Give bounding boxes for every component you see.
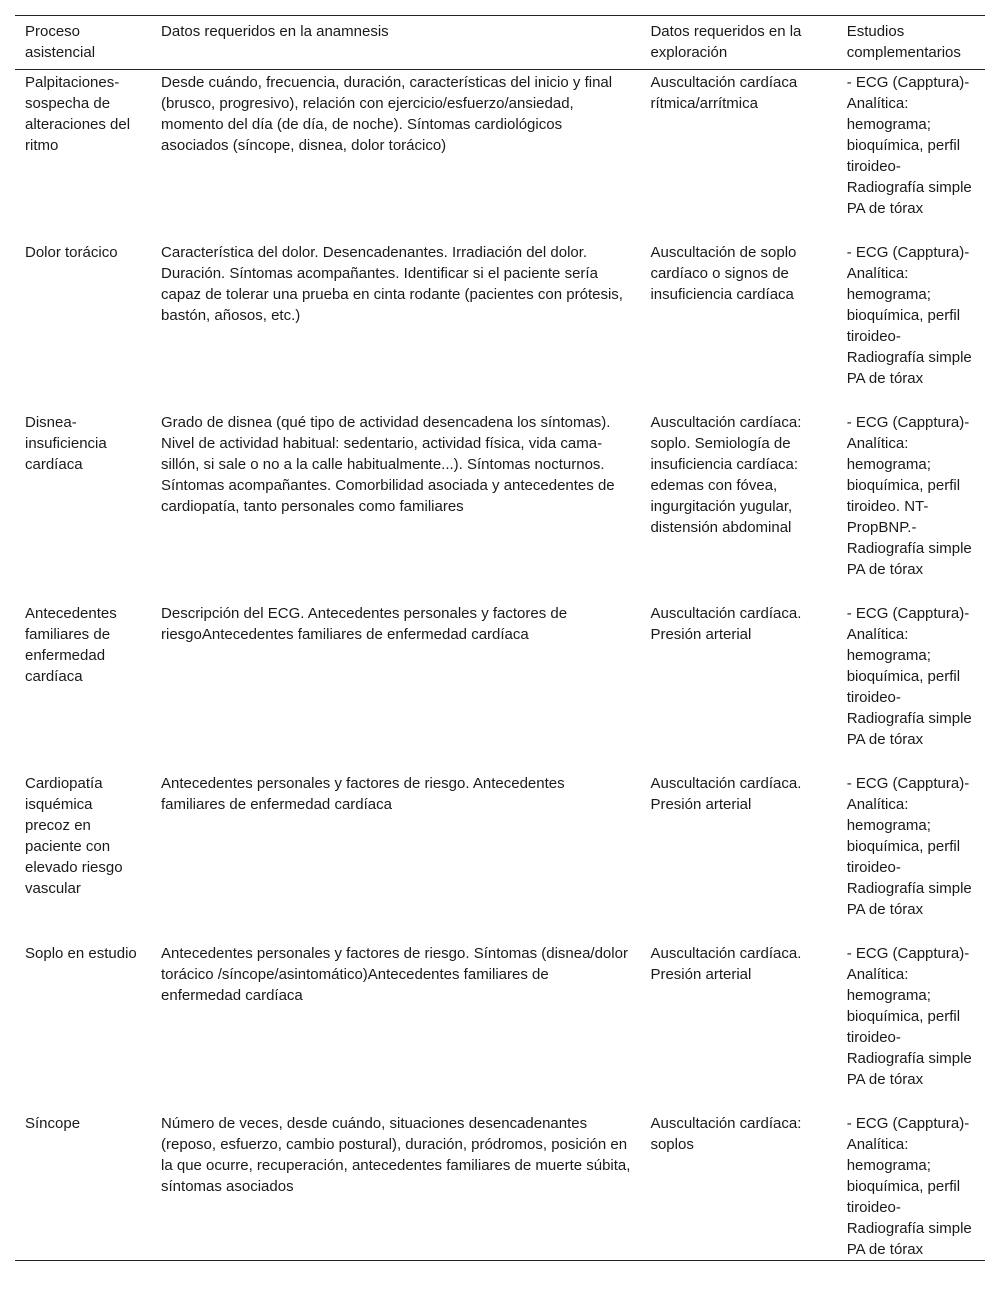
table-row bbox=[15, 1111, 985, 1261]
row-spacer bbox=[15, 750, 985, 771]
cell-estudios: - ECG (Capptura)-Analítica: hemograma; bioquímica, perfil tiroideo-Radiografía simple PA de tórax bbox=[846, 945, 972, 1088]
clinical-process-table bbox=[15, 15, 985, 1261]
header-anamnesis: Datos requeridos en la anamnesis bbox=[161, 23, 389, 40]
cell-anamnesis: Grado de disnea (qué tipo de actividad desencadena los síntomas). Nivel de actividad habitual: sedentario, actividad física, vida cama-sillón, si sale o no a la calle habitualmente...). Síntomas nocturnos. Síntomas acompañantes. Comorbilidad asociada y antecedentes de cardiopatía, tanto personales como familiares bbox=[161, 414, 615, 515]
cell-proceso: Soplo en estudio bbox=[25, 945, 137, 962]
row-spacer bbox=[15, 219, 985, 240]
table-row bbox=[15, 941, 985, 1090]
cell-exploracion: Auscultación de soplo cardíaco o signos de insuficiencia cardíaca bbox=[650, 244, 797, 303]
cell-exploracion: Auscultación cardíaca. Presión arterial bbox=[650, 945, 802, 983]
table-header bbox=[15, 16, 985, 70]
table-row bbox=[15, 410, 985, 580]
row-spacer bbox=[15, 389, 985, 410]
row-spacer bbox=[15, 1090, 985, 1111]
cell-exploracion: Auscultación cardíaca. Presión arterial bbox=[650, 775, 802, 813]
table-row bbox=[15, 771, 985, 920]
cell-exploracion: Auscultación cardíaca: soplo. Semiología de insuficiencia cardíaca: edemas con fóvea, ingurgitación yugular, distensión abdominal bbox=[650, 414, 802, 536]
cell-anamnesis: Antecedentes personales y factores de riesgo. Síntomas (disnea/dolor torácico /síncope/asintomático)Antecedentes familiares de enfermedad cardíaca bbox=[161, 945, 628, 1004]
cell-proceso: Síncope bbox=[25, 1115, 81, 1132]
cell-estudios: - ECG (Capptura)-Analítica: hemograma; bioquímica, perfil tiroideo-Radiografía simple PA de tórax bbox=[846, 605, 972, 748]
cell-proceso: Disnea-insuficiencia cardíaca bbox=[25, 414, 107, 473]
table-row bbox=[15, 240, 985, 389]
table-body bbox=[15, 70, 985, 1261]
cell-estudios: - ECG (Capptura)-Analítica: hemograma; bioquímica, perfil tiroideo-Radiografía simple PA de tórax bbox=[846, 74, 972, 217]
cell-anamnesis: Antecedentes personales y factores de riesgo. Antecedentes familiares de enfermedad cardíaca bbox=[161, 775, 565, 813]
cell-anamnesis: Característica del dolor. Desencadenantes. Irradiación del dolor. Duración. Síntomas acompañantes. Identificar si el paciente sería capaz de tolerar una prueba en cinta rodante (pacientes con prótesis, bastón, añosos, etc.) bbox=[161, 244, 623, 324]
cell-anamnesis: Descripción del ECG. Antecedentes personales y factores de riesgoAntecedentes familiares de enfermedad cardíaca bbox=[161, 605, 568, 643]
row-spacer bbox=[15, 920, 985, 941]
cell-exploracion: Auscultación cardíaca: soplos bbox=[650, 1115, 802, 1153]
cell-proceso: Palpitaciones-sospecha de alteraciones del ritmo bbox=[25, 74, 131, 154]
clinical-table-container bbox=[15, 15, 985, 1261]
table-row bbox=[15, 70, 985, 220]
cell-estudios: - ECG (Capptura)-Analítica: hemograma; bioquímica, perfil tiroideo. NT-PropBNP.-Radiografía simple PA de tórax bbox=[846, 414, 972, 578]
cell-anamnesis: Número de veces, desde cuándo, situaciones desencadenantes (reposo, esfuerzo, cambio postural), duración, pródromos, posición en la que ocurre, recuperación, antecedentes familiares de muerte súbita, síntomas asociados bbox=[161, 1115, 631, 1195]
table-row bbox=[15, 601, 985, 750]
header-row bbox=[15, 16, 985, 70]
cell-estudios: - ECG (Capptura)-Analítica: hemograma; bioquímica, perfil tiroideo-Radiografía simple PA de tórax bbox=[846, 1115, 972, 1258]
cell-exploracion: Auscultación cardíaca. Presión arterial bbox=[650, 605, 802, 643]
cell-anamnesis: Desde cuándo, frecuencia, duración, características del inicio y final (brusco, progresivo), relación con ejercicio/esfuerzo/ansiedad, momento del día (de día, de noche). Síntomas cardiológicos asociados (síncope, disnea, dolor torácico) bbox=[161, 74, 613, 154]
header-estudios: Estudios complementarios bbox=[846, 23, 961, 61]
header-exploracion: Datos requeridos en la exploración bbox=[650, 23, 802, 61]
cell-estudios: - ECG (Capptura)-Analítica: hemograma; bioquímica, perfil tiroideo-Radiografía simple PA de tórax bbox=[846, 775, 972, 918]
cell-proceso: Dolor torácico bbox=[25, 244, 118, 261]
row-spacer bbox=[15, 580, 985, 601]
cell-estudios: - ECG (Capptura)-Analítica: hemograma; bioquímica, perfil tiroideo-Radiografía simple PA de tórax bbox=[846, 244, 972, 387]
cell-exploracion: Auscultación cardíaca rítmica/arrítmica bbox=[650, 74, 798, 112]
header-proceso: Proceso asistencial bbox=[25, 23, 96, 61]
cell-proceso: Cardiopatía isquémica precoz en paciente con elevado riesgo vascular bbox=[25, 775, 123, 897]
cell-proceso: Antecedentes familiares de enfermedad cardíaca bbox=[25, 605, 117, 685]
